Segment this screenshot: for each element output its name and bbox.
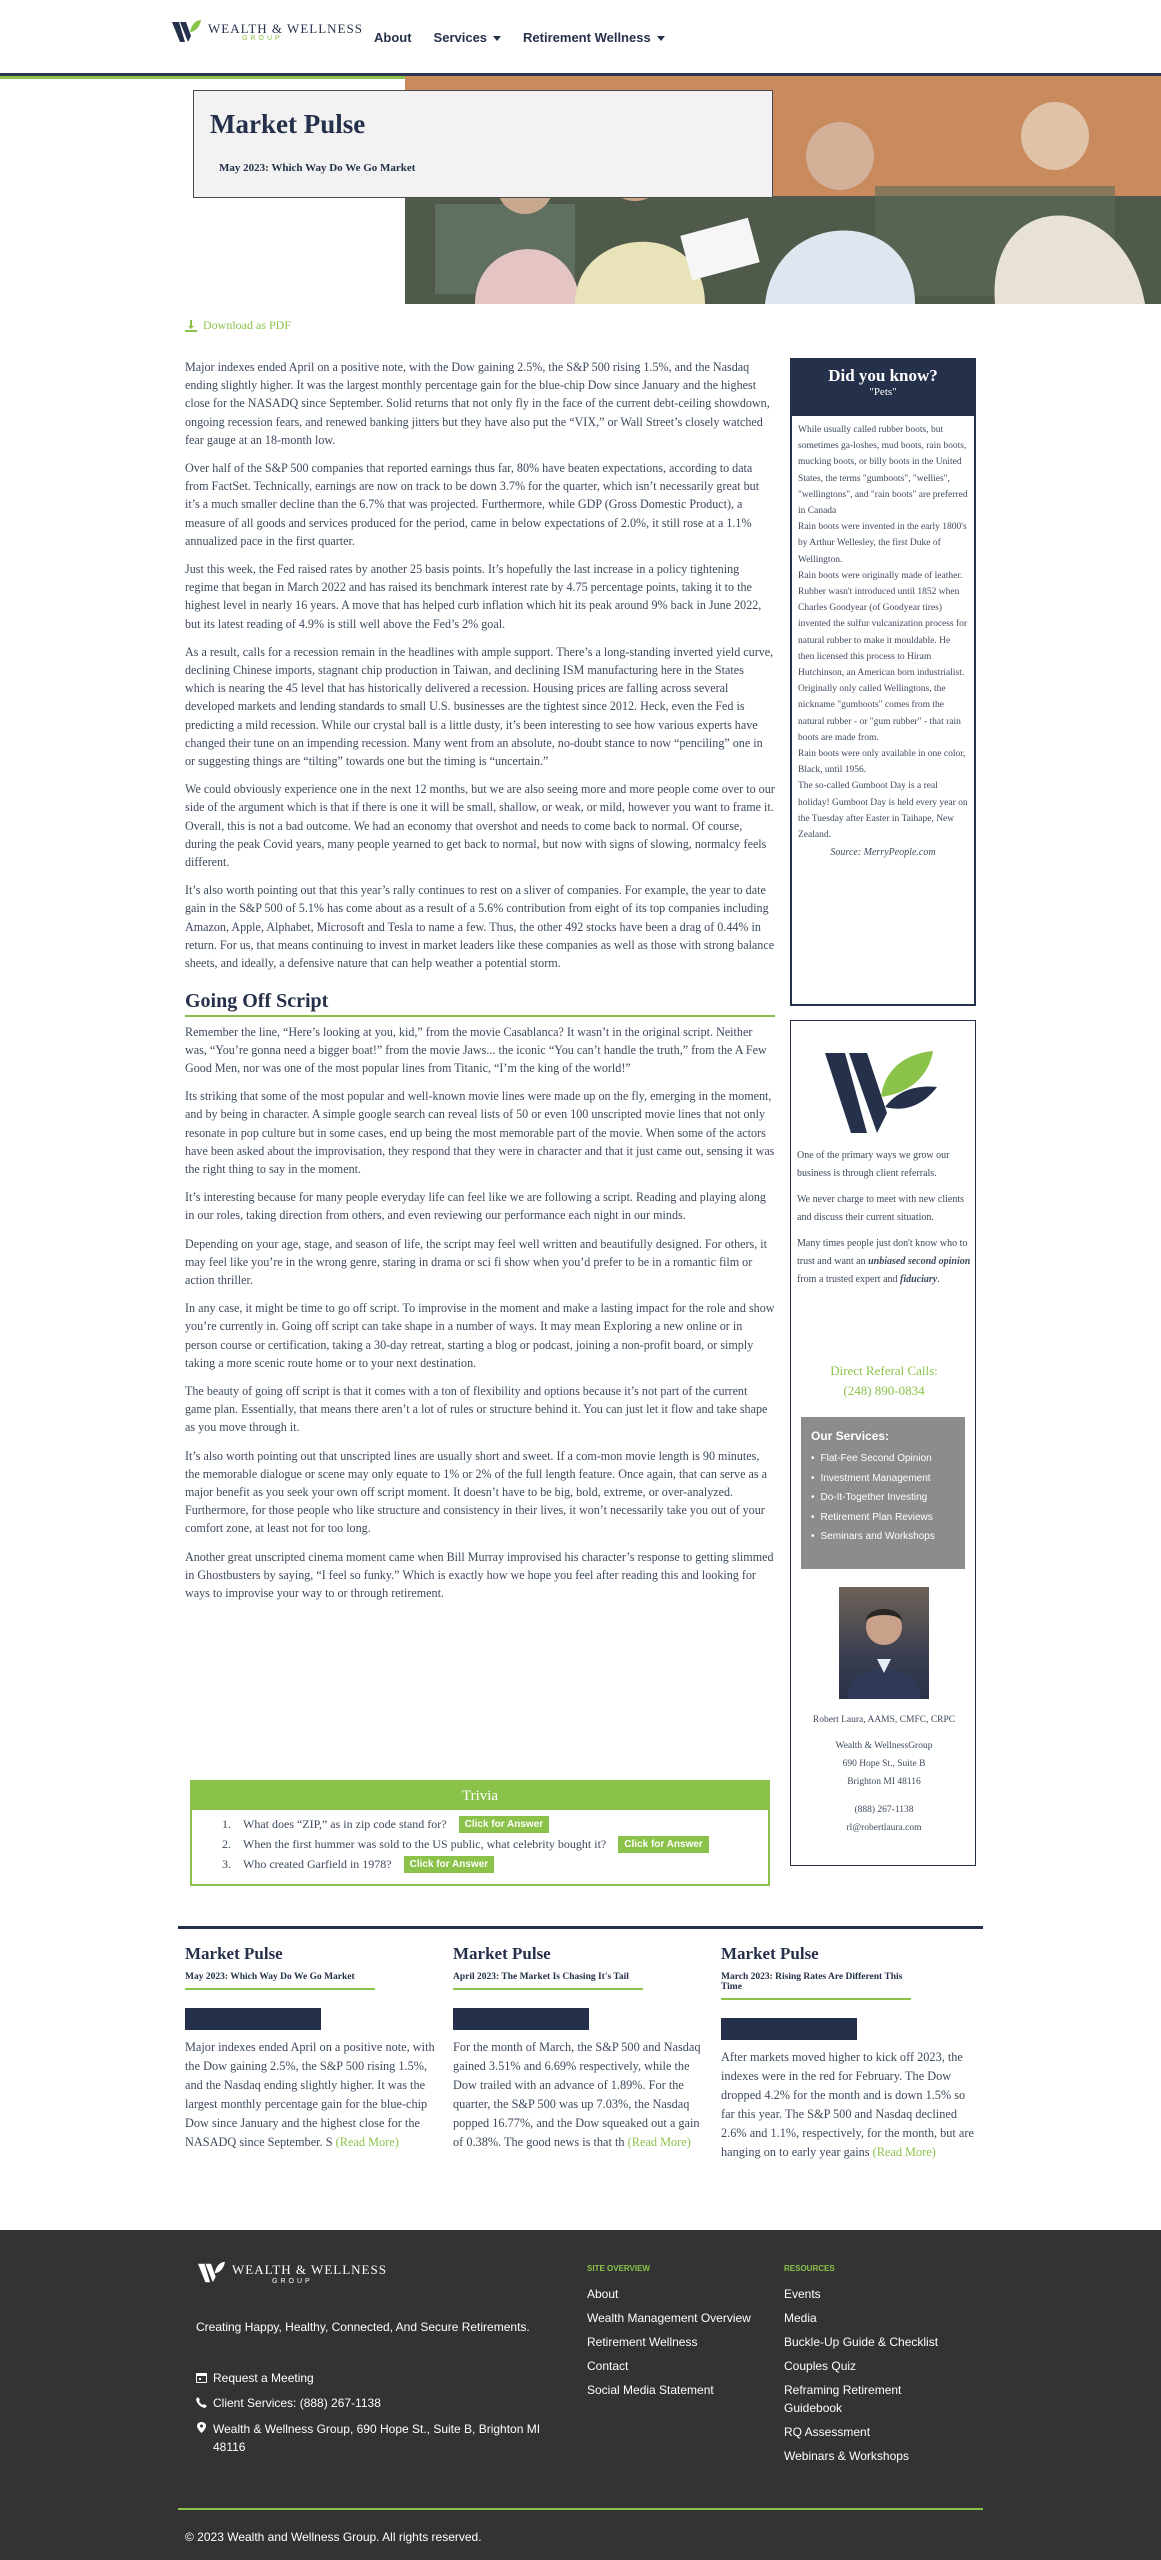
services-list [811,1449,955,1547]
trivia-question: What does “ZIP,” as in zip code stand for? [243,1816,447,1831]
related-divider [178,1926,983,1929]
related-post-title[interactable]: Market Pulse [185,1944,283,1963]
article-paragraph: We could obviously experience one in the next 12 months, but we are also seeing more and more people come over to our side of the argument which is that if there is one it will be small, shallow, or weak, or mild, however you want to frame it. Overall, this is not a bad outcome. We had an economy that overshot and needs to come back to normal. Of course, during the peak Covid years, many people yearned to get back to normal, but now with signs of slowing, normalcy feels different. [185,782,775,870]
referral-text-part: Many times people just don't know who to trust and want an [797,1238,968,1267]
article-paragraph: Over half of the S&P 500 companies that reported earnings thus far, 80% have beaten expectations, according to data from FactSet. Technically, earnings are now on track to be down 3.7% for the quarter, which isn’t necessarily great but it’s a much smaller decline than the 6.7% that was projected. Furthermore, while GDP (Gross Domestic Product), a measure of all goods and services produced for the period, came in below expectations of 2.0%, it still rose at a 1.1% annualized pace in the first quarter. [185,461,760,548]
article-body [185,358,775,1612]
section-heading: Going Off Script [185,992,775,1016]
services-title: Our Services: [811,1429,890,1443]
map-pin-icon [196,2422,207,2433]
calendar-icon [196,2372,207,2383]
referral-paragraph: Many times people just don't know who to trust and want an unbiased second opinion from a trusted expert and fiduciary. [797,1238,971,1285]
page-subtitle: May 2023: Which Way Do We Go Market [219,162,416,174]
service-item: • Do-It-Together Investing [811,1488,955,1508]
footer-link-events[interactable]: Events [784,2287,821,2301]
unbiased-second-opinion: unbiased second opinion [868,1256,971,1267]
advisor-phone[interactable]: (888) 267-1138 [854,1805,914,1815]
related-post-title[interactable]: Market Pulse [453,1944,551,1963]
article-paragraph: It’s interesting because for many people everyday life can feel like we are following a script. Reading and playing along in our roles, taking direction from others, and even reviewing our performance each night in our minds. [185,1190,766,1223]
footer-contact [196,2366,556,2456]
article-paragraph: It’s also worth pointing out that this year’s rally continues to rest on a sliver of companies. For example, the year to date gain in the S&P 500 of 5.1% has come about as a result of a 5.6% contribution from eight of its top companies including Amazon, Apple, Alphabet, Microsoft and Tesla to name a few. Thus, the other 492 stocks have been a drag of 0.44% in return. For us, that means continuing to invest in market leaders like these companies as well as those with strong balance sheets, and ideally, a defensive nature that can help weather a potential storm. [185,883,775,971]
article-paragraph: Major indexes ended April on a positive note, with the Dow gaining 2.5%, the S&P 500 rising 1.5%, and the Nasdaq ending slightly higher. It was the largest monthly percentage gain for the blue-chip Dow since January and the highest close for the NASADQ since September. Solid returns that not only fly in the face of the current debt-ceiling showdown, ongoing recession fears, and renewed banking jitters but they have also put the “VIX,” or Wall Street’s closely watched fear gauge at an 18-month low. [185,360,770,447]
trivia-title: Trivia [192,1782,768,1810]
footer-divider [178,2508,983,2510]
referral-phone[interactable]: (248) 890-0834 [843,1383,925,1398]
read-more-link[interactable]: (Read More) [872,2145,936,2159]
referral-calls [791,1361,977,1401]
footer-address [196,2416,556,2456]
did-you-know-body [792,416,974,867]
click-for-answer-button[interactable]: Click for Answer [459,1816,550,1833]
advisor-name: Robert Laura, AAMS, CMFC, CRPC [812,1715,956,1725]
advisor-email[interactable]: rl@robertlaura.com [846,1823,922,1833]
trivia-item [222,1854,738,1874]
related-post-banner [453,2008,589,2030]
related-post [185,1944,440,2152]
top-navigation-bar [0,0,1161,76]
logo-icon [815,1041,945,1141]
client-services-label: Client Services: (888) 267-1138 [213,2396,381,2410]
logo-icon [170,18,202,46]
request-meeting-label: Request a Meeting [213,2371,314,2385]
advisor-contact [791,1711,977,1837]
advisor-portrait [839,1587,929,1699]
related-post [453,1944,708,2152]
footer-link-wealth-management[interactable]: Wealth Management Overview [587,2311,751,2325]
related-post-banner [721,2018,857,2040]
trivia-box [190,1780,770,1886]
footer-link-webinars[interactable]: Webinars & Workshops [784,2449,909,2463]
advisor-company: Wealth & WellnessGroup [835,1741,933,1751]
related-excerpt-text: After markets moved higher to kick off 2023, the indexes were in the red for February. The Dow dropped 4.2% for the month and is down 1.5% so far this year. The S&P 500 and Nasdaq declined 2.6% and 1.1%, respectively, for the month, but are hanging on to early year gains [721,2050,974,2159]
footer-link-couples-quiz[interactable]: Couples Quiz [784,2359,857,2373]
fact-source: Source: MerryPeople.com [830,847,936,859]
footer-link-media[interactable]: Media [784,2311,817,2325]
trivia-num: 3. [222,1856,231,1871]
related-post-title[interactable]: Market Pulse [721,1944,819,1963]
main-nav [374,30,665,45]
referral-card [790,1020,976,1866]
page-title: Market Pulse [210,109,366,139]
logo-icon [196,2260,226,2286]
did-you-know-title: Did you know? [828,366,938,385]
hero-title-box [193,90,773,198]
footer-link-rq-assessment[interactable]: RQ Assessment [784,2425,871,2439]
related-post [721,1944,976,2162]
footer-link-about[interactable]: About [587,2287,619,2301]
related-post-excerpt [721,2048,976,2162]
referral-calls-label: Direct Referal Calls: [830,1363,938,1378]
trivia-item [222,1834,738,1854]
advisor-address-line: 690 Hope St., Suite B [842,1759,926,1769]
nav-retirement-label: Retirement Wellness [523,30,651,45]
footer-col-title: RESOURCES [784,2264,835,2273]
phone-icon [196,2397,207,2408]
read-more-link[interactable]: (Read More) [335,2135,399,2149]
trivia-question: When the first hummer was sold to the US public, what celebrity bought it? [243,1836,607,1851]
trivia-num: 2. [222,1836,231,1851]
did-you-know-box [790,358,976,1006]
related-post-subtitle: April 2023: The Market Is Chasing It's Tail [453,1972,643,1990]
referral-text-part: from a trusted expert and [797,1274,898,1285]
footer-address-text: Wealth & Wellness Group, 690 Hope St., Suite B, Brighton MI 48116 [213,2422,541,2454]
nav-retirement-wellness[interactable] [523,30,665,45]
download-pdf-link[interactable] [185,318,291,333]
service-item: • Flat-Fee Second Opinion [811,1449,955,1469]
footer-link-social-media[interactable]: Social Media Statement [587,2383,714,2397]
fact: Rain boots were originally made of leather. Rubber wasn't introduced until 1852 when Charles Goodyear (of Goodyear tires) invented the sulfur vulcanization process for natural rubber to make it mouldable. He then licensed this process to Hiram Hutchinson, an American born industrialist. Originally only called Wellingtons, the nickname "gumboots" comes from the natural rubber - or "gum rubber" - that rain boots are made from. [798,570,968,743]
article-paragraph: In any case, it might be time to go off script. To improvise in the moment and make a lasting impact for the role and show you’re currently in. Going off script can take shape in a number of ways. It may mean Exploring a new online or in person course or certification, taking a 30-day retreat, starting a blog or podcast, joining a non-profit board, or simply taking a more scenic route home or to your next destination. [185,1301,775,1370]
article-paragraph: The beauty of going off script is that it comes with a ton of flexibility and options because it’s not part of the current game plan. Essentially, that means there aren’t a lot of rules or structure behind it. You can just let it flow and take shape as you move through it. [185,1383,768,1435]
chevron-down-icon [493,36,501,41]
article-paragraph: Remember the line, “Here’s looking at you, kid,” from the movie Casablanca? It wasn’t in the original script. Neither was, “You’re gonna need a bigger boat!” from the movie Jaws... the iconic “You can’t handle the truth,” from the A Few Good Men, nor was one of the most popular lines from Titanic, “I’m the king of the world!” [185,1024,767,1075]
footer-col-title: SITE OVERVIEW [587,2264,650,2273]
read-more-link[interactable]: (Read More) [627,2135,691,2149]
related-excerpt-text: For the month of March, the S&P 500 and Nasdaq gained 3.51% and 6.69% respectively, while the Dow trailed with an advance of 1.89%. For the quarter, the S&P 500 was up 7.03%, the Nasdaq popped 16.77%, and the Dow squeaked out a gain of 0.38%. The good news is that th [453,2040,701,2149]
article-paragraph: Depending on your age, stage, and season of life, the script may feel well written and beautifully designed. For others, it may feel like you’re in the wrong genre, staring in drama or sci fi show when you’d prefer to be in a romantic film or action thriller. [185,1236,768,1287]
footer-link-contact[interactable]: Contact [587,2359,629,2373]
nav-services-label: Services [433,30,488,45]
service-item: • Investment Management [811,1469,955,1489]
trivia-question: Who created Garfield in 1978? [243,1856,392,1871]
fact: The so-called Gumboot Day is a real holiday! Gumboot Day is held every year on the Tuesday after Easter in Taihape, New Zealand. [798,781,968,841]
related-post-excerpt [185,2038,440,2152]
service-item: • Retirement Plan Reviews [811,1508,955,1528]
related-post-excerpt [453,2038,708,2152]
download-pdf-label: Download as PDF [203,318,292,332]
footer-brand-name: WEALTH & WELLNESS [232,2261,387,2277]
fact: Rain boots were only available in one color, Black, until 1956. [798,749,966,776]
footer [0,2230,1161,2560]
click-for-answer-button[interactable]: Click for Answer [618,1836,709,1853]
brand-name: WEALTH & WELLNESS [208,21,363,36]
trivia-item [222,1814,738,1834]
brand-logo[interactable] [170,18,363,46]
referral-paragraph: We never charge to meet with new clients and discuss their current situation. [797,1194,965,1223]
footer-site-overview [587,2264,751,2402]
fact: While usually called rubber boots, but sometimes ga-loshes, mud boots, rain boots, mucking boots, or billy boots in the United States, the terms "gumboots", "wellies", "wellingtons", and "rain boots" are preferred in Canada [798,425,968,517]
article-paragraph: Its striking that some of the most popular and well-known movie lines were made up on the fly, emerging in the moment, and by being in character. A simple google search can reveal lists of 50 or even 100 unscripted movie lines that not only resonate in pop culture but in some cases, end up being the most memorable part of the movie. When some of the actors have been asked about the improvisation, they respond that they were in character and that it just came out, sensing it was the right thing to say in the moment. [185,1089,775,1176]
advisor-portrait-image [839,1587,929,1699]
article-paragraph: It’s also worth pointing out that unscripted lines are usually short and sweet. If a com-mon movie length is 90 minutes, the memorable dialogue or scene may only equate to 1% or 2% of the full length feature. Once again, that can serve as a major benefit as you seek your own off script moment. It doesn’t have to be big, bold, extreme, or over-analyzed. Furthermore, for those people who like structure and consistency in their lives, it won’t necessarily take you out of your comfort zone, at least not for too long. [185,1448,767,1536]
did-you-know-topic: "Pets" [869,386,897,398]
article-paragraph: Just this week, the Fed raised rates by another 25 basis points. It’s hopefully the last increase in a policy tightening regime that began in March 2022 and has raised its benchmark interest rate by 4.75 percentage points, taking it to the highest level in nearly 16 years. A move that has helped curb inflation which hit its peak around 9% back in June 2022, but its latest reading of 4.9% is still well above the Fed’s 2% goal. [185,562,762,631]
footer-link-retirement-wellness[interactable]: Retirement Wellness [587,2335,698,2349]
click-for-answer-button[interactable]: Click for Answer [404,1856,495,1873]
related-post-subtitle: May 2023: Which Way Do We Go Market [185,1972,375,1990]
footer-brand-sub: GROUP [272,2277,313,2285]
brand-sub: GROUP [242,35,283,42]
nav-about[interactable]: About [374,30,412,45]
fiduciary: fiduciary [900,1274,938,1285]
article-paragraph: As a result, calls for a recession remain in the headlines with ample support. There’s a long-standing inverted yield curve, declining Chinese imports, stagnant chip production in Taiwan, and declining ISM manufacturing here in the States which is nearing the 45 level that has historically delivered a recession. Housing prices are falling across several developed markets and lending standards to small U.S. businesses are the tightest since 2012. Heck, even the Fed is predicting a mild recession. While our crystal ball is a little dusty, it’s been interesting to see how various experts have changed their tune on an impending recession. Many went from an absolute, no-doubt stance to now “penciling” one in or suggesting things are “tilting” towards one but the timing is “uncertain.” [185,644,774,769]
client-services-phone[interactable] [196,2391,556,2416]
related-post-banner [185,2008,321,2030]
nav-services[interactable] [434,30,502,45]
footer-tagline: Creating Happy, Healthy, Connected, And Secure Retirements. [196,2320,530,2334]
advisor-address-line: Brighton MI 48116 [847,1777,921,1787]
request-meeting-link[interactable] [196,2366,556,2391]
copyright: © 2023 Wealth and Wellness Group. All rights reserved. [185,2530,482,2544]
referral-text [797,1147,973,1297]
footer-link-reframing[interactable]: Reframing Retirement Guidebook [784,2383,902,2415]
trivia-num: 1. [222,1816,231,1831]
related-excerpt-text: Major indexes ended April on a positive note, with the Dow gaining 2.5%, the S&P 500 rising 1.5%, and the Nasdaq ending slightly higher. It was the largest monthly percentage gain for the blue-chip Dow since January and the highest close for the NASADQ since September. S [185,2040,435,2149]
service-item: • Seminars and Workshops [811,1527,955,1547]
referral-paragraph: One of the primary ways we grow our business is through client referrals. [797,1150,950,1179]
download-icon [185,320,197,332]
footer-logo[interactable] [196,2260,387,2286]
footer-link-buckle-up[interactable]: Buckle-Up Guide & Checklist [784,2335,939,2349]
related-post-subtitle: March 2023: Rising Rates Are Different This Time [721,1972,911,2000]
our-services-box [801,1417,965,1569]
footer-resources [784,2264,954,2468]
chevron-down-icon [657,36,665,41]
did-you-know-header [792,360,974,416]
article-paragraph: Another great unscripted cinema moment came when Bill Murray improvised his character’s response to getting slimmed in Ghostbusters by saying, “I feel so funky.” Which is exactly how we hope you feel after reading this and looking for ways to improvise your way to or through retirement. [185,1549,774,1600]
trivia-list [192,1810,768,1874]
fact: Rain boots were invented in the early 1800's by Arthur Wellesley, the first Duke of Wellington. [798,522,967,565]
